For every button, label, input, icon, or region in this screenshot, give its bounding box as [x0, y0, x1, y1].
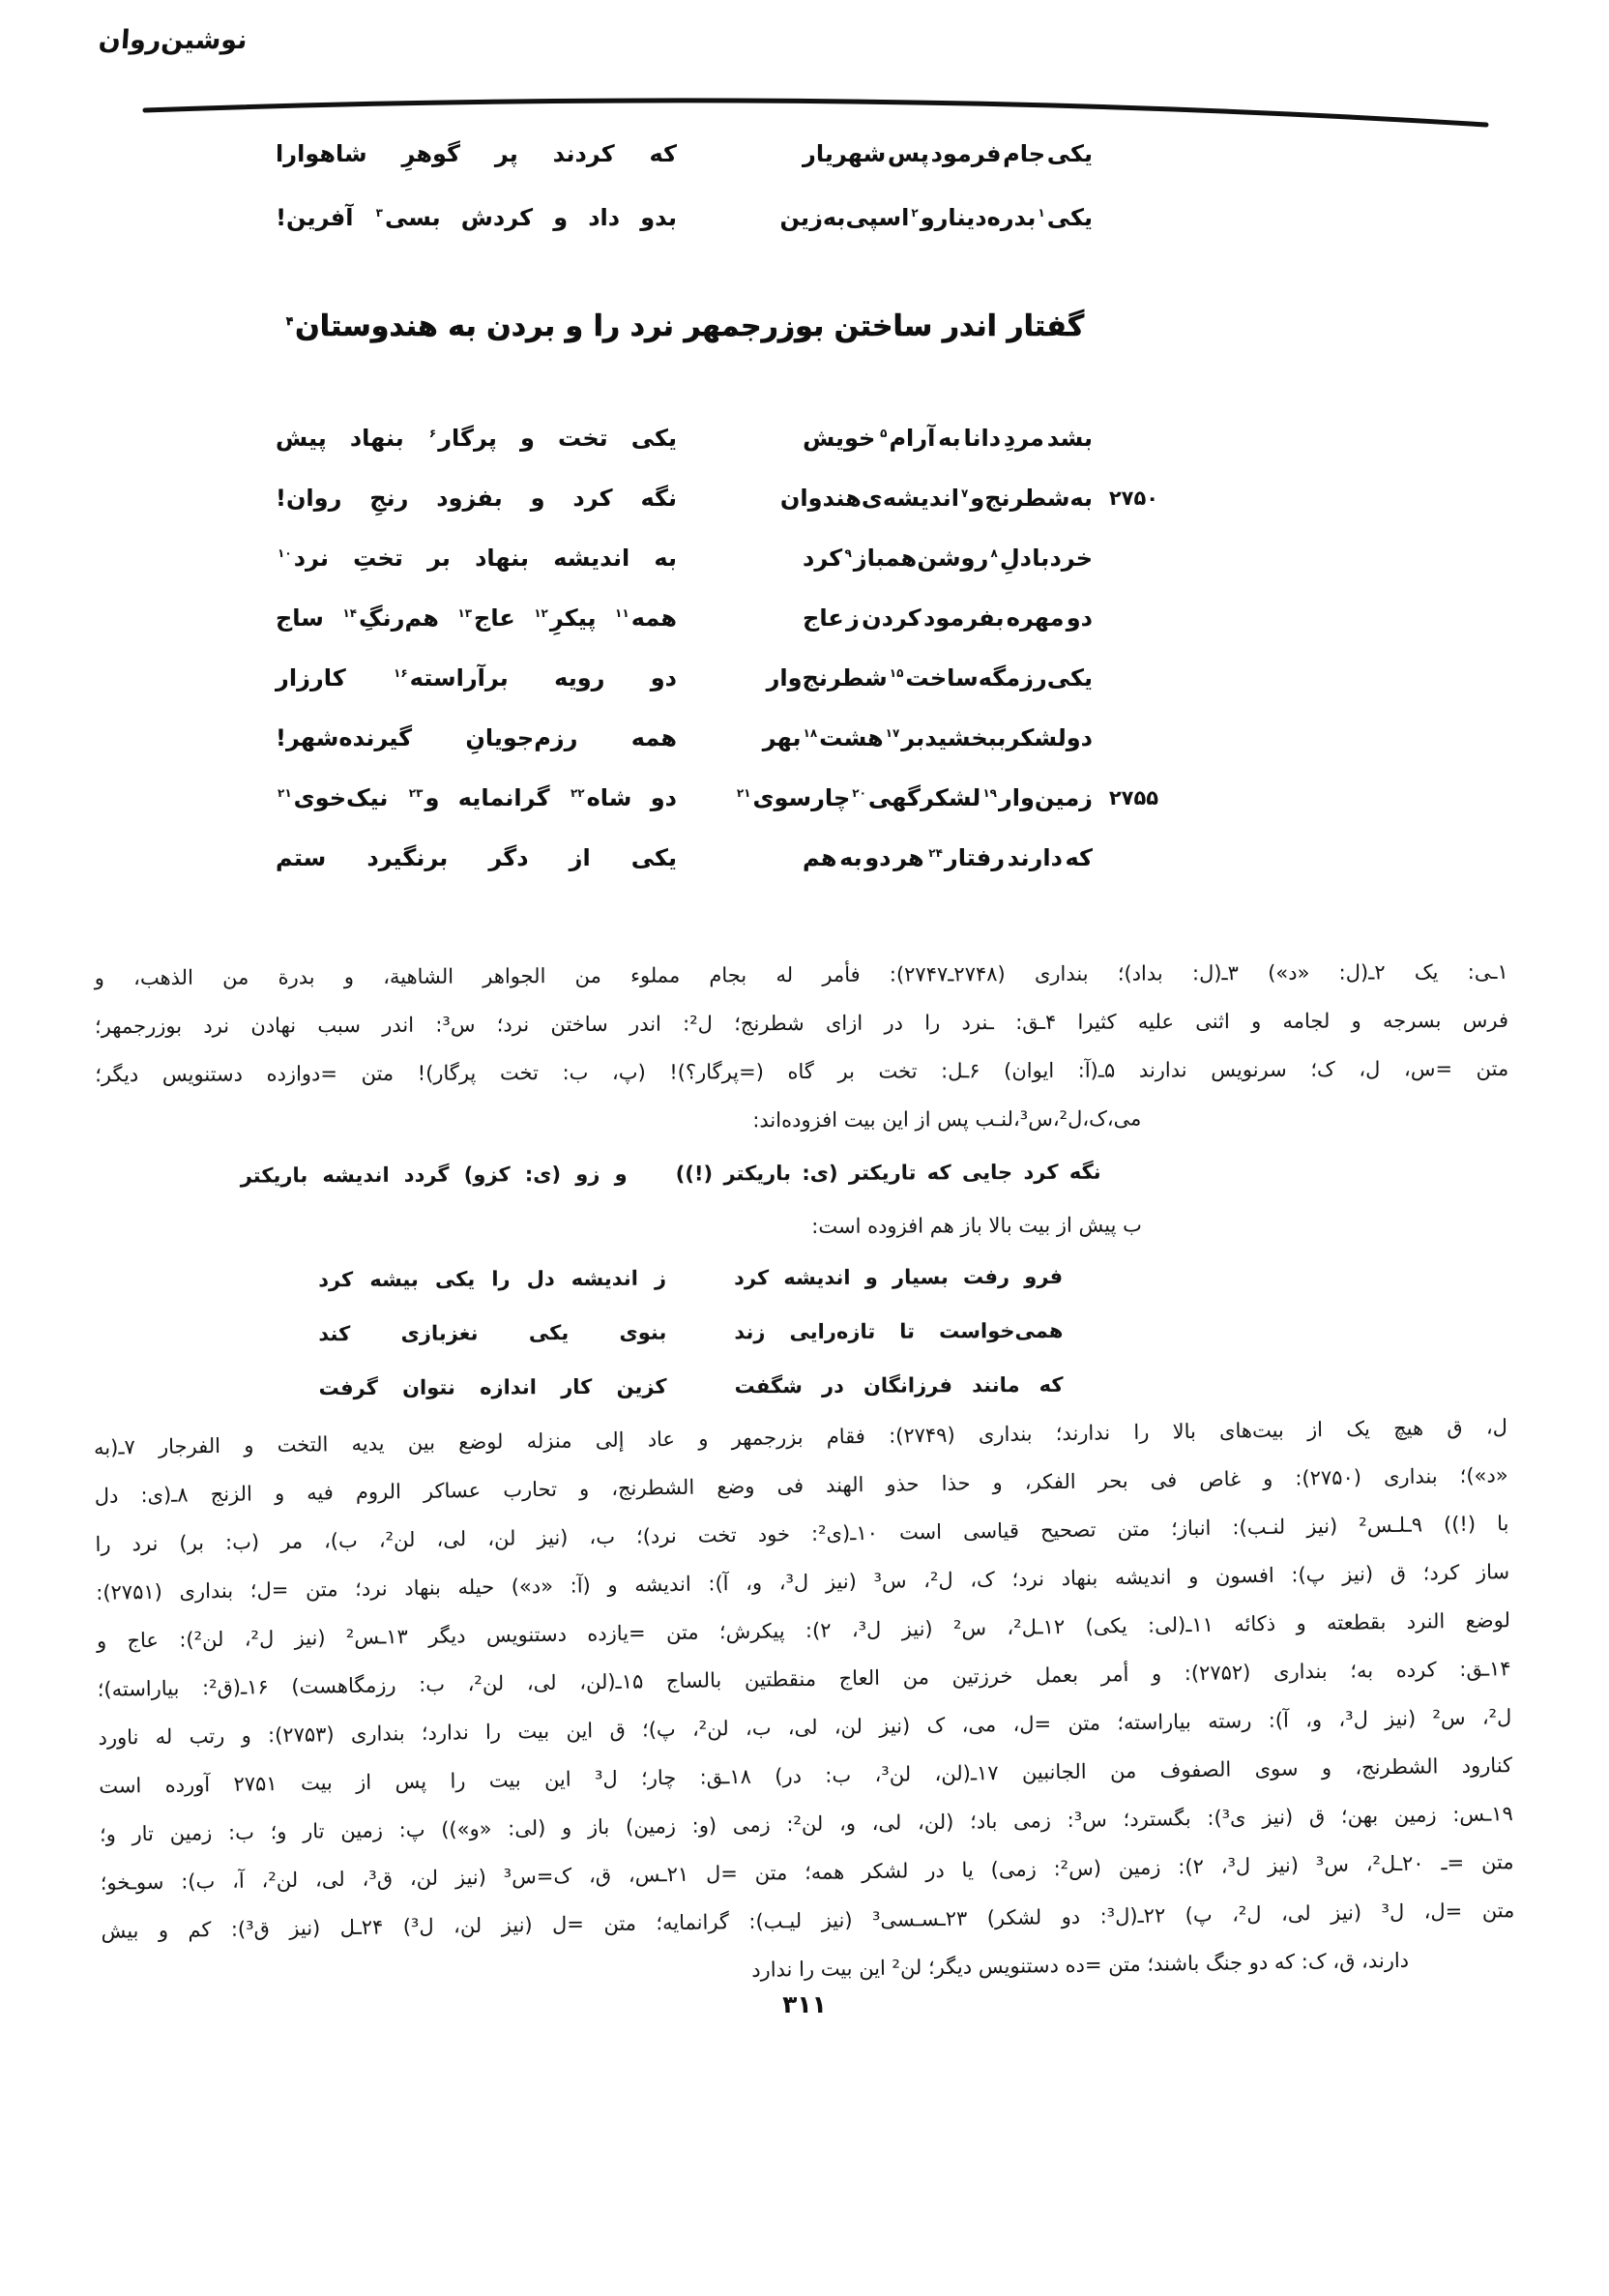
word: زند [734, 1320, 766, 1344]
word: گوهرِ [401, 140, 461, 167]
word: پر [494, 140, 518, 167]
poem-row [276, 122, 1175, 186]
word: روان! [276, 485, 342, 512]
word: یکی [630, 425, 677, 452]
word: اندیشه [570, 1266, 639, 1291]
word: گرفت [318, 1375, 378, 1400]
word: داد [588, 204, 621, 231]
word: کرد [734, 1266, 770, 1290]
word: اندازه [480, 1375, 538, 1399]
word: یکی [630, 844, 677, 871]
main-couplets [276, 408, 1175, 888]
word: کرد [803, 545, 843, 572]
word: نیک‌خوی$^{۲۱}$ [278, 784, 389, 811]
word: به [654, 545, 677, 572]
word: دو [1066, 604, 1093, 632]
word: شگفت [734, 1374, 803, 1398]
word: و [530, 485, 545, 512]
word: رویه [554, 664, 605, 692]
hemistich-right [779, 485, 1093, 512]
word: شاهوارا [276, 140, 367, 167]
hemistich-left [276, 844, 677, 871]
hemistich-left [276, 140, 677, 167]
word: رفت [962, 1265, 1010, 1289]
word: و [864, 1265, 878, 1289]
word: عاج$^{۱۳}$ [457, 604, 515, 632]
word: باریکتر [240, 1163, 308, 1188]
apparatus-quote-couplets-2 [96, 1248, 1510, 1416]
word: پس [887, 140, 929, 167]
word: گردد [403, 1163, 450, 1187]
apparatus-line: متن =ل، ل³ (نیز لی، ل²، پ) ۲۲ـ(ل³: دو لشکر) ۲۳ـسـسی³ (نیز لیـب): گرانمایه؛ متن =ل (نیز لن، ل³) ۲۴ـل (نیز ق³): کم و بیش [101, 1899, 1515, 1943]
word: بر [426, 545, 451, 572]
word: بدره [986, 204, 1037, 231]
word: دل [526, 1267, 555, 1291]
word: یکی [1046, 140, 1093, 167]
word: آرام$^۵$ [880, 425, 936, 452]
poem-row [276, 408, 1175, 468]
word: به‌زین [779, 204, 846, 231]
apparatus-line: ساز کرد؛ ق (نیز پ): افسون و اندیشه بنهاد نرد؛ ک، ل²، س³ (نیز ل³، و، آ): اندیشه و (آ: «د») حیله بنهاد نرد؛ متن =ل؛ بنداری (۲۷۵۱): [96, 1560, 1510, 1604]
word: زمین‌وار$^{۱۹}$ [982, 784, 1093, 811]
hemistich-left [276, 784, 677, 811]
word: پیش [276, 425, 327, 452]
word: رنجِ [369, 485, 409, 512]
apparatus-line: ل، ق هیچ یک از بیت‌های بالا را ندارند؛ بنداری (۲۷۴۹): فقام بزرجمهر و عاد إلی منزله لوضع بین یدیه التخت و الفرجار ۷ـ(به [93, 1415, 1508, 1459]
word: جایی [961, 1161, 1013, 1185]
word: همه$^{۱۱}$ [615, 604, 677, 632]
footnote-marker: ۲۰ [852, 786, 866, 800]
apparatus-addition-note-1: می،ک،ل²،س³،لنـب پس از این بیت افزوده‌اند: [752, 1106, 1142, 1133]
verse-number: ۲۷۵۰ [1108, 486, 1159, 510]
footnote-marker: ۱۲ [534, 606, 548, 620]
apparatus-line: لوضع النرد بقطعته و ذکائه ۱۱ـ(لی: یکی) ۱۲ـل²، س² (نیز ل³، ۲): پیکرش؛ متن =یازده دستنویس دیگر ۱۳ـس² (نیز ل²، لن²): عاج و [96, 1608, 1511, 1653]
apparatus-quote-couplet [96, 1248, 1509, 1308]
word: همباز$^۹$ [844, 545, 918, 572]
word: و [614, 1162, 628, 1186]
word: به [938, 425, 961, 452]
word: نغزبازی [400, 1321, 479, 1345]
word: یکی [1046, 664, 1093, 692]
footnote-marker: ۱۹ [982, 786, 997, 800]
word: خرد [1049, 545, 1093, 572]
footnote-marker: ۱۴ [342, 606, 358, 620]
word: مانند [972, 1373, 1020, 1398]
word: فرمود [930, 140, 1002, 167]
word: یکی$^۱$ [1038, 204, 1093, 231]
word: هر [893, 844, 924, 871]
word: مردِ [1003, 425, 1044, 452]
footnote-marker: ۱۳ [457, 606, 473, 620]
hemistich-right [736, 784, 1093, 811]
word: بدو [640, 204, 677, 231]
hemistich-right [676, 1161, 1101, 1186]
apparatus-addition-note-2: ب پیش از بیت بالا باز هم افزوده است: [811, 1213, 1142, 1238]
word: خویش [803, 425, 876, 452]
hemistich-right [779, 204, 1093, 231]
word: دو [650, 664, 677, 692]
word: و [519, 425, 535, 452]
footnote-marker: ۵ [880, 427, 888, 440]
word: گرانمایه [457, 784, 550, 811]
word: بسی$^۳$ [375, 204, 441, 231]
word: به [1069, 485, 1093, 512]
word: بهر [762, 724, 802, 751]
word: بفرمود [923, 604, 1005, 632]
hemistich-right [735, 1373, 1064, 1398]
hemistich-left [241, 1163, 628, 1188]
footnote-marker: ۶ [428, 427, 437, 440]
word: تختِ [353, 545, 403, 572]
word: (ی: [802, 1161, 838, 1186]
word: اندیشه [553, 545, 630, 572]
page-number: ۳۱۱ [782, 1990, 827, 2018]
word: دو [650, 784, 677, 811]
hemistich-left [276, 604, 677, 632]
word: جام [1003, 140, 1046, 167]
word: یکی [528, 1321, 570, 1345]
verse-number: ۲۷۵۵ [1108, 786, 1159, 809]
apparatus-line: متن =س، ل، ک؛ سرنویس ندارند ۵ـ(آ: ایوان) ۶ـل: تخت بر گاه (=پرگار؟)! (پ، ب: تخت پرگار)! متن =دوازده دستنویس دیگر؛ [95, 1056, 1509, 1087]
footnote-marker: ۱ [1038, 206, 1045, 220]
hemistich-left [276, 545, 677, 572]
section-heading: گفتار اندر ساختن بوزرجمهر نرد را و بردن به هندوستان$^۴$ [285, 309, 1085, 343]
apparatus-quote-couplet [96, 1302, 1509, 1362]
word: ز [846, 604, 860, 632]
apparatus-line: ۱ـی: یک ۲ـ(ل: «د») ۳ـ(ل: بداد)؛ بنداری (۲۷۴۸ـ۲۷۴۷): فأمر له بجام مملوء من الجواهر الشاهیة، و بدرة من الذهب، و [94, 959, 1508, 990]
word: شاه$^{۲۲}$ [570, 784, 632, 811]
hemistich-right [803, 140, 1093, 167]
word: ساج [276, 604, 324, 632]
hemistich-right [803, 844, 1093, 871]
word: مهره [1006, 604, 1065, 632]
word: کردن [862, 604, 922, 632]
hemistich-right [762, 724, 1093, 751]
word: دو [864, 844, 892, 871]
word: کزو) [463, 1163, 511, 1187]
word: به [839, 844, 863, 871]
apparatus-line: با (!)) ۹ـلـس² (نیز لنـب): انباز؛ متن تصحیح قیاسی است ۱۰ـ(ی²: خود تخت نرد)؛ ب، (نیز لن، لی، لن²، ب)، مر (ب: بر) نرد را [95, 1512, 1509, 1556]
footnote-marker: ۷ [960, 486, 969, 500]
hemistich-left [276, 485, 677, 512]
word: کار [561, 1374, 593, 1399]
word: کرد [572, 485, 613, 512]
critical-apparatus [95, 948, 1513, 1996]
footnote-marker: ۲۲ [570, 786, 585, 800]
word: دانا [963, 425, 1002, 452]
word: بسیار [892, 1265, 949, 1289]
word: را [491, 1267, 511, 1291]
word: کرد [318, 1268, 354, 1292]
word: بنهاد [475, 545, 530, 572]
intro-couplets [276, 122, 1175, 250]
word: (!)) [675, 1162, 714, 1186]
word: کزین [616, 1374, 667, 1398]
footnote-marker: ۱۷ [885, 726, 900, 740]
word: با [1032, 545, 1050, 572]
word: که [1065, 844, 1093, 871]
word: (ی: [524, 1163, 562, 1187]
word: هندوان [779, 485, 862, 512]
footnote-marker: ۸ [990, 546, 998, 560]
apparatus-line: ۱۹ـس: زمین بهن؛ ق (نیز ی³): بگسترد؛ س³: زمی باد؛ (لن، لی، و، لن²: زمی (و: زمین) باز و (لی: «و»)) پ: زمین تار و؛ ب: زمین تار و؛ [99, 1802, 1513, 1846]
hemistich-left [276, 204, 677, 231]
word: آفرین! [276, 204, 354, 231]
word: کرد [1023, 1160, 1059, 1185]
poem-row [276, 528, 1175, 588]
word: اندیشه [322, 1163, 390, 1188]
footnote-marker: ۱۱ [615, 606, 629, 620]
poem-row [276, 768, 1175, 828]
hemistich-left [319, 1375, 667, 1400]
hemistich-left [318, 1267, 666, 1292]
hemistich-right [803, 425, 1093, 452]
apparatus-line: فرس بسرجه و لجامه و اثنی علیه کثیرا ۴ـق: ـنرد را در ازای شطرنج؛ ل²: اندر ساختن نرد؛ س³: اندر سبب نهادن نرد بوزرجمهر؛ [94, 1008, 1509, 1039]
footnote-marker: ۱۰ [278, 546, 292, 560]
hemistich-right [766, 664, 1093, 692]
word: زو [575, 1162, 600, 1187]
word: از [569, 844, 591, 871]
poem-row [276, 648, 1175, 708]
word: کردش [460, 204, 534, 231]
word: و [553, 204, 569, 231]
word: نرد$^{۱۰}$ [278, 545, 329, 572]
running-header-title: نوشین‌روان [97, 25, 249, 55]
apparatus-para-2 [94, 1402, 1516, 2004]
word: نگه [1068, 1160, 1101, 1184]
word: شهریار [803, 140, 887, 167]
poem-row [276, 708, 1175, 768]
word: کردند [552, 140, 615, 167]
word: هم [803, 844, 837, 871]
poem-row [276, 828, 1175, 888]
word: هم‌رنگِ$^{۱۴}$ [342, 604, 439, 632]
word: که [649, 140, 677, 167]
word: چارسوی$^{۲۱}$ [736, 784, 851, 811]
word: دینار [934, 204, 987, 231]
word: عاج [803, 604, 844, 632]
apparatus-line: ل²، س² (نیز ل³، و، آ): رسته بیاراسته؛ متن =ل، می، ک (نیز لن، لی، ب، لن²، پ)؛ ق این بیت را ندارد؛ بنداری (۲۷۵۳): و رتب له ناورد [98, 1705, 1512, 1750]
word: دو [1066, 724, 1093, 751]
word: رزم‌جویانِ [465, 724, 578, 751]
word: ستم [276, 844, 327, 871]
word: روشن [917, 545, 989, 572]
word: همه [630, 724, 677, 751]
word: لشکرگهی$^{۲۰}$ [852, 784, 981, 811]
word: تخت [557, 425, 608, 452]
hemistich-left [318, 1321, 666, 1346]
word: بنوی [619, 1320, 667, 1344]
word: بر$^{۱۷}$ [885, 724, 925, 751]
footnote-marker: ۹ [844, 546, 852, 560]
word: بفزود [436, 485, 503, 512]
word: نگه [640, 485, 677, 512]
word: باریکتر [723, 1162, 792, 1186]
word: همی‌خواست [939, 1318, 1064, 1343]
word: گیرنده‌شهر! [276, 724, 413, 751]
word: برنگیرد [366, 844, 449, 871]
word: تا [899, 1319, 916, 1343]
word: شطرنج‌وار [766, 664, 888, 692]
word: و$^{۲۳}$ [408, 784, 440, 811]
word: هشت$^{۱۸}$ [803, 724, 884, 751]
word: که [926, 1161, 951, 1185]
poem-row [276, 588, 1175, 648]
word: اندیشه [783, 1265, 851, 1290]
word: در [821, 1373, 844, 1398]
footnote-marker: ۲۳ [408, 786, 424, 800]
apparatus-line: ۱۴ـق: کرده به؛ بنداری (۲۷۵۲): و أمر بعمل خرزتین من العاج منقطتین بالساج ۱۵ـ(لن، لی، لن²، ب: رزمگاهست) ۱۶ـ(ق²: بیاراسته)؛ [97, 1657, 1511, 1701]
apparatus-line: متن =ـ ۲۰ـل²، س³ (نیز ل³، ۲): زمین (س²: زمی) یا در لشکر همه؛ متن =ل ۲۱ـس، ق، ک=س³ (نیز لن، ق³، لی، لن²، آ، ب): سوـخو؛ [100, 1850, 1514, 1895]
word: فرزانگان [863, 1373, 953, 1398]
poem-row [276, 186, 1175, 250]
word: اسپی [845, 204, 910, 231]
apparatus-line: کنارود الشطرنج، و سوی الصفوف من الجانبین ۱۷ـ(لن، لن³، ب: در) ۱۸ـق: چار؛ ل³ این بیت را پس از بیت ۲۷۵۱ آورده است [99, 1753, 1513, 1798]
word: ز [654, 1266, 667, 1290]
hemistich-left [276, 724, 677, 751]
footnote-marker: ۴ [285, 314, 294, 328]
word: دلِ$^۸$ [990, 545, 1032, 572]
footnote-marker: ۲ [911, 206, 919, 220]
word: کند [318, 1322, 351, 1346]
word: تازه‌رایی [789, 1319, 876, 1344]
apparatus-line: دارند، ق، ک: که دو جنگ باشند؛ متن =ده دستنویس دیگر؛ لن² این بیت را ندارد [751, 1948, 1410, 1982]
hemistich-right [803, 604, 1093, 632]
apparatus-quote-couplet-1 [96, 1141, 1509, 1205]
hemistich-left [276, 425, 677, 452]
word: دگر [488, 844, 529, 871]
word: بشد [1046, 425, 1093, 452]
word: ببخشید [924, 724, 1007, 751]
word: پرگار$^۶$ [428, 425, 497, 452]
word: لشکر [1006, 724, 1067, 751]
hemistich-right [734, 1319, 1063, 1343]
word: نتوان [402, 1375, 455, 1399]
poem-row [276, 468, 1175, 528]
word: رفتار$^{۲۴}$ [928, 844, 1006, 871]
footnote-marker: ۲۱ [278, 786, 292, 800]
footnote-marker: ۳ [375, 206, 383, 220]
word: که [1039, 1372, 1064, 1397]
word: پیکرِ$^{۱۲}$ [534, 604, 597, 632]
word: اندیشه‌ی [861, 485, 959, 512]
hemistich-left [276, 664, 677, 692]
word: ساخت$^{۱۵}$ [889, 664, 979, 692]
word: بنهاد [349, 425, 404, 452]
footnote-marker: ۲۱ [736, 786, 751, 800]
word: رزمگه [978, 664, 1047, 692]
hemistich-right [734, 1265, 1063, 1289]
word: یکی [434, 1267, 476, 1291]
apparatus-line: «د»)؛ بنداری (۲۷۵۰): و غاص فی بحر الفکر، و حذا حذو الهند فی وضع الشطرنج، و تحارب عساکر الروم فیه و الزنج ۸ـ(ی: دل [94, 1463, 1508, 1508]
word: فرو [1024, 1264, 1064, 1289]
footnote-marker: ۱۵ [889, 666, 904, 680]
word: برآراسته$^{۱۶}$ [394, 664, 509, 692]
word: و$^۲$ [911, 204, 935, 231]
word: شطرنج [984, 485, 1070, 512]
word: بیشه [369, 1267, 419, 1291]
footnote-marker: ۱۶ [394, 666, 408, 680]
word: و$^۷$ [960, 485, 985, 512]
hemistich-right [803, 545, 1093, 572]
footnote-marker: ۱۸ [803, 726, 818, 740]
word: کارزار [276, 664, 346, 692]
footnote-marker: ۲۴ [928, 846, 943, 860]
apparatus-para-1 [95, 948, 1509, 1099]
word: تاریکتر [848, 1161, 917, 1185]
word: دارند [1007, 844, 1063, 871]
